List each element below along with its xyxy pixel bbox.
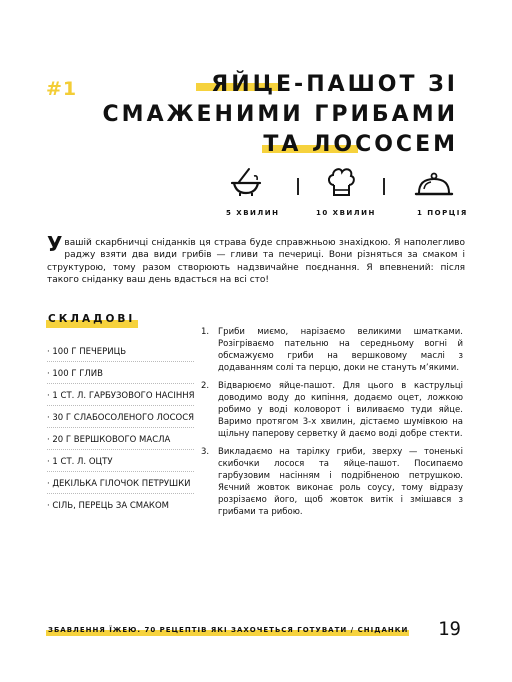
recipe-number: #1 — [46, 78, 78, 100]
step-number: 3. — [201, 447, 210, 457]
ingredient-item: · СІЛЬ, ПЕРЕЦЬ ЗА СМАКОМ — [47, 501, 169, 511]
page-number: 19 — [438, 618, 461, 640]
meta-separator — [383, 178, 385, 195]
divider — [47, 493, 194, 494]
intro-paragraph — [47, 232, 465, 287]
title-line-2: СМАЖЕНИМИ ГРИБАМИ — [102, 102, 458, 127]
ingredient-item: · 100 Г ПЕЧЕРИЦЬ — [47, 347, 127, 357]
cook-time-label: 10 ХВИЛИН — [316, 209, 376, 217]
step-number: 2. — [201, 381, 210, 391]
ingredient-item: · ДЕКІЛЬКА ГІЛОЧОК ПЕТРУШКИ — [47, 479, 191, 489]
ingredients-title: СКЛАДОВІ — [48, 313, 136, 325]
divider — [47, 405, 194, 406]
dropcap: У — [47, 232, 63, 256]
cloche-icon — [414, 171, 454, 205]
prep-time-label: 5 ХВИЛИН — [226, 209, 280, 217]
ingredient-item: · 20 Г ВЕРШКОВОГО МАСЛА — [47, 435, 171, 445]
intro-text: вашій скарбничці сніданків ця страва буде справжньою знахідкою. Я наполегливо раджу взяти два види грибів — гливи та печериці. Вони різняться за смаком і структурою, тому разом створюють надзвичайне поєднання. Я впевнений: після такого сніданку ваш день вдасться на всі сто! — [47, 238, 465, 286]
mixing-bowl-icon — [228, 166, 264, 202]
ingredient-item: · 100 Г ГЛИВ — [47, 369, 103, 379]
ingredient-item: · 1 СТ. Л. ОЦТУ — [47, 457, 113, 467]
divider — [47, 471, 194, 472]
step-text: Відварюємо яйце-пашот. Для цього в каструльці доводимо воду до кипіння, додаємо оцет, ложкою робимо у воді коловорот і виливаємо туди яйце. Варимо протягом 3-х хвилин, дістаємо шумівкою на щільну паперову серветку й даємо воді добре стекти. — [218, 381, 463, 439]
step-text: Гриби миємо, нарізаємо великими шматками. Розігріваємо пательню на середньому вогні й обсмажуємо гриби на вершковому маслі з додаванням солі та перцю, доки не стануть м’якими. — [218, 327, 463, 373]
divider — [47, 383, 194, 384]
title-line-1: ЯЙЦЕ-ПАШОТ ЗІ — [211, 72, 458, 97]
divider — [47, 427, 194, 428]
meta-separator — [297, 178, 299, 195]
divider — [47, 361, 194, 362]
running-footer: ЗБАВЛЕННЯ ЇЖЕЮ. 70 РЕЦЕПТІВ ЯКІ ЗАХОЧЕТЬСЯ ГОТУВАТИ / СНІДАНКИ — [48, 626, 409, 634]
step-number: 1. — [201, 327, 210, 337]
ingredient-item: · 30 Г СЛАБОСОЛЕНОГО ЛОСОСЯ — [47, 413, 195, 423]
divider — [47, 449, 194, 450]
chef-hat-icon — [326, 165, 356, 203]
title-line-3: ТА ЛОСОСЕМ — [263, 132, 458, 157]
servings-label: 1 ПОРЦІЯ — [417, 209, 468, 217]
ingredient-item: · 1 СТ. Л. ГАРБУЗОВОГО НАСІННЯ — [47, 391, 195, 401]
step-text: Викладаємо на тарілку гриби, зверху — тоненькі скибочки лосося та яйце-пашот. Посипаємо гарбузовим насінням і подрібненою петрушкою. Яєчний жовток виконає роль соусу, тому відразу розрізаємо його, щоб жовток витік і змішався з грибами та рибою. — [218, 447, 463, 517]
